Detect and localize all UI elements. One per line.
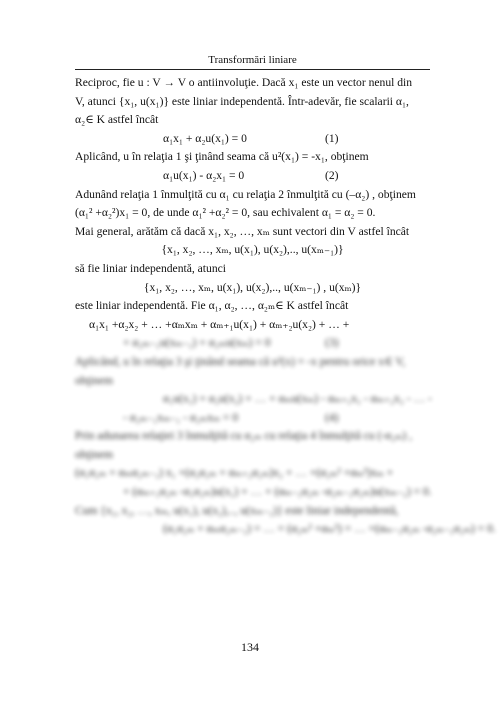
text-line [75,334,430,353]
line-text: să fie liniar independentă, atunci [75,261,226,275]
text-line [75,520,496,539]
text-line [75,353,430,372]
line-text: (α₁α₂ₘ + αₘα₂ₘ₋₁) = … = (α₂ₘ² +αₘ²) = … =(αₘ₋₁α₂ₘ -α₂ₘ₋₁α₂ₘ) = 0. [163,522,496,536]
text-line [75,483,430,502]
text-line [75,464,430,483]
text-line [75,372,430,391]
text-line [75,93,430,112]
text-line [75,130,430,149]
line-text: + (αₘ₊₁α₂ₘ -α₁α₂ₘ)u(x₁) + … + (αₘ₋₁α₂ₘ -α₂ₘ₋₁α₂ₘ)u(xₘ₋₁) = 0. [123,485,432,499]
text-line [75,297,430,316]
line-text: Cum {x₁, x₂, …, xₘ, u(x₁), u(x₂),.., u(xₘ₋₁)} este liniar independentă, [75,503,399,517]
equation-number: (4) [325,410,339,424]
text-line [75,409,430,428]
running-header: Transformări liniare [208,54,297,66]
equation-number: (1) [325,131,339,145]
line-text: Prin adunarea relaţiei 3 înmulţită cu α₂ₘ cu relaţia 4 înmulţită cu (-α₂ₘ) , [75,429,413,443]
line-text: Aplicând, u în relaţia 3 şi ţinând seama că u²(x) = -x pentru orice x∈ V, [75,354,406,368]
page-number: 134 [241,640,259,654]
text-line [75,111,430,130]
readable-text-block [75,74,430,334]
text-line [75,446,430,465]
line-text: α₁u(x₁) - α₂x₁ = 0 [163,168,245,182]
line-text: α₁u(x₁) + α₂u(x₂) + … + αₘu(xₘ) - αₘ₊₁x₁ - αₘ₊₂x₂ - … - [163,392,432,406]
equation-number: (2) [325,168,339,182]
text-line [75,223,430,242]
line-text: α₂∈ K astfel încât [75,113,159,127]
line-text: α₁x₁ + α₂u(x₁) = 0 [163,131,247,145]
text-line [75,74,430,93]
line-text: {x₁, x₂, …, xₘ, u(x₁), u(x₂),.., u(xₘ₋₁)} [161,243,344,257]
text-line [75,186,430,205]
line-text: (α₁² +α₂²)x₁ = 0, de unde α₁² +α₂² = 0, sau echivalent α₁ = α₂ = 0. [75,206,376,220]
line-text: α₁x₁ +α₂x₂ + … +αₘxₘ + αₘ₊₁u(x₁) + αₘ₊₂u(x₂) + … + [89,317,350,331]
line-text: (α₁α₂ₘ + αₘα₂ₘ₋₁) x₁ +(α₂α₂ₘ + αₘ₊₂α₂ₘ)x₂ + … +(α₂ₘ² +αₘ²)xₘ + [75,466,394,480]
text-line [75,148,430,167]
line-text: Adunând relaţia 1 înmulţită cu α₁ cu relaţia 2 înmulţită cu (–α₂) , obţinem [75,187,416,201]
line-text: + α₂ₘ₋₁u(xₘ₋₁) + α₂ₘu(xₘ) = 0 [123,336,271,350]
blurred-text-block [75,334,496,539]
text-line [75,167,430,186]
text-line [75,390,430,409]
text-line [75,279,430,298]
text-line [75,427,430,446]
equation-number: (3) [325,336,339,350]
text-line [75,502,430,521]
header-rule [75,69,430,70]
text-line [75,260,430,279]
line-text: este liniar independentă. Fie α₁, α₂, …, α₂ₘ∈ K astfel încât [75,299,349,313]
line-text: - α₂ₘ₋₁xₘ₋₁ - α₂ₘxₘ = 0 [123,410,239,424]
line-text: {x₁, x₂, …, xₘ, u(x₁), u(x₂),.., u(xₘ₋₁) , u(xₘ)} [143,280,362,294]
line-text: obţinem [75,373,113,387]
text-line [75,204,430,223]
line-text: obţinem [75,447,113,461]
text-line [75,316,430,335]
line-text: V, atunci {x₁, u(x₁)} este liniar independentă. Într-adevăr, fie scalarii α₁, [75,94,409,108]
line-text: Aplicând, u în relaţia 1 şi ţinând seama că u²(x₁) = -x₁, obţinem [75,150,369,164]
page-body [75,74,496,539]
line-text: Mai general, arătăm că dacă x₁, x₂, …, xₘ sunt vectori din V astfel încât [75,224,410,238]
line-text: Reciproc, fie u : V → V o antiinvoluţie. Dacă x₁ este un vector nenul din [75,76,413,89]
text-line [75,241,430,260]
